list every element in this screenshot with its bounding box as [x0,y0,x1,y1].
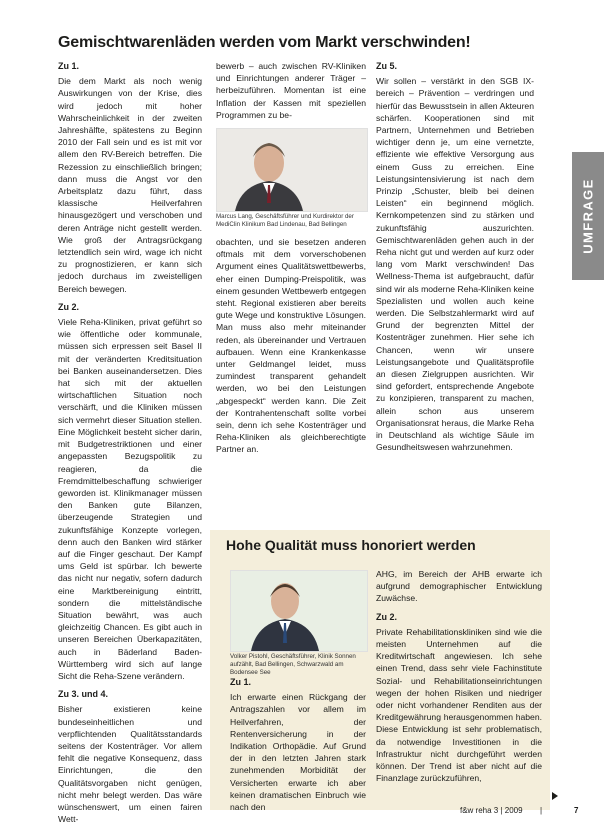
box-answer-heading-1: Zu 1. [230,677,252,687]
article-title: Gemischtwarenläden werden vom Markt verschwinden! [58,34,471,51]
portrait-photo-1 [216,128,368,212]
portrait-illustration-1 [217,129,367,211]
answer-text-3: Bisher existieren keine bundeseinheitlichen und verpflichtenden Qualitätsstandards seitens der Kostenträger. Vor allem fehlt die negative Konsequenz, dass Einrichtungen, die den Qualitätsvorgaben nicht genügen, nicht mehr belegt werden. Das wäre wünschenswert, um einen fairen Wett- [58,704,202,825]
answer-heading-1: Zu 1. [58,61,80,71]
box-answer-text-2: Private Rehabilitationskliniken sind wie die meisten Unternehmen auf die Kreditwirtschaft angewiesen. Ich sehe einen Trend, dass sehr viele Fachinstitute Sozial- und Rehabilitationseinrichtungen wegen der hohen Risiken und niedriger oder nicht vorhandener Renditen aus der Kreditgewährung herausgenommen haben. Diese Entwicklung ist sehr problematisch, da notwendige Investitionen in die Infrastruktur nicht durchgeführt werden können. Der Trend ist aber nicht auf die Finanzlage zurückzuführen, [376,626,542,784]
portrait-illustration-2 [231,571,367,651]
answer-heading-5: Zu 5. [376,61,398,71]
column-3 [376,60,534,524]
photo-caption-2: Volker Pistohl, Geschäftsführer, Klinik Sonnen aufzählt, Bad Bellingen, Schwarzwald am Bodensee See [230,653,356,676]
column-1 [58,60,202,825]
box-right-column [376,568,542,804]
answer-text-5: Wir sollen – verstärkt in den SGB IX-bereich – Prävention – verdringen und hierfür das Bewusstsein in allen Akteuren schärfen. Kooperationen sind mit Partnern, Unternehmen und Betrieben wichtiger denn je, um eine vernetzte, effiziente wie effektive Versorgung aus einem Guss zu erreichen. Eine Leistungsintensivierung ist nach dem Prinzip „Schuster, bleib bei deinen Leisten“ ein beginnend möglich. Kernkompetenzen sind zu stärken und zukunftsfähig auszurichten. Gemischtwarenläden gehen auch in der Reha nicht gut und werden auf kurz oder lang vom Markt verschwinden! Das Wellness-Thema ist aufgebraucht, dafür sind wir als moderne Reha-Kliniken keine Spezialisten und wollen auch keine werden. Die Selbstzahlermarkt wird auf Grund der begrenzten Mittel der Kostenträger zunehmen. Hier sehe ich Chancen, wenn wir unsere Leistungsangebote und Qualitätsprofile an diesen Zielgruppen ausrichten. Wir sind gefordert, entsprechende Angebote zu konzipieren, transparent zu machen, allein schon aus unserem Organisationsrat heraus, die Marke Reha in Deutschland als wichtige Säule im Gesundheitswesen wahrzunehmen. [376,76,534,453]
box-right-text-1: AHG, im Bereich der AHB erwarte ich aufgrund demographischer Entwicklung Zuwächse. [376,569,542,604]
box-answer-text-1: Ich erwarte einen Rückgang der Antragszahlen vor allem im Heilverfahren, der Rentenversicherung in der Indikation Orthopädie. Auf Grund der in den letzten Jahren stark zunehmenden Morbidität der Versicherten erwarte ich aber keinen dramatischen Einbruch wie nach den [230,692,366,813]
section-tab-label: UMFRAGE [580,178,596,254]
answer-text-1: Die dem Markt als noch wenig Auswirkungen von der Krise, dies wird jedoch mit hoher Wahrscheinlichkeit in der zweiten Jahreshälfte, spätestens zu Beginn 2010 der Fall sein und es ist mit vor allem den RV-Bereich betreffen. Die Rezession zu einschließlich bringen; dann muss die Angst vor den Arbeitsplatz dazu führt, dass klassische Heilverfahren hinausgezögert und verschoben und deren Anträge nicht gestellt werden. Wie groß der Antragsrückgang letztendlich sein wird, wage ich nicht zu prognostizieren, er kann sich jedoch durchaus im zweistelligen Bereich bewegen. [58,76,202,294]
answer-heading-2: Zu 2. [58,301,80,312]
footer-issue: f&w reha 3 | 2009 [460,806,523,815]
footer-separator: | [540,806,543,815]
column-2-top [216,60,366,122]
column-2-bottom [216,236,366,524]
box-answer-heading-2: Zu 2. [376,611,398,622]
column-2-text-1: bewerb – auch zwischen RV-Kliniken und Einrichtungen anderer Träger – herbeizuführen. Momentan ist eine Inflation der Kassen mit speziellen Programmen zu be- [216,61,366,120]
footer-page-number: 7 [574,806,579,815]
answer-heading-3: Zu 3. und 4. [58,689,109,700]
box-left-column [230,676,366,813]
portrait-photo-2 [230,570,368,652]
column-2-text-2: obachten, und sie besetzen anderen oftmals mit dem vorverschobenen Argument eines Qualitätswettbewerbs, eher einen Dumping-Preispolitik, was einem gesunden Wettbewerb entgegen steht. Regional existieren aber bereits gute Wege und konstruktive Lösungen. Man muss also mehr miteinander reden, als übereinander und Vertrauen aufbauen. Wenn eine Krankenkasse unter Geldmangel leidet, muss zumindest transparent gehandelt werden, wo bei den Leistungen „abgespeckt“ werden kann. Die Zeit der Kontrahentenschaft sollte vorbei sein, denn ich sehe Kostenträger und Reha-Kliniken als gleichberechtigte Partner an. [216,237,366,455]
interview-box-title: Hohe Qualität muss honoriert werden [226,537,476,553]
continue-arrow-icon [552,792,558,800]
section-tab [572,152,604,280]
photo-caption-1: Marcus Lang, Geschäftsführer und Kurdirektor der MediClin Klinikum Bad Lindenau, Bad Bellingen [216,213,354,228]
answer-text-2: Viele Reha-Kliniken, privat geführt so wie öffentliche oder kommunale, müssen sich erpressen seit Basel II mit der veränderten Kreditsituation bei Banken auseinandersetzen. Dies hat sich mit der aktuellen wirtschaftlichen Situation noch verschärft, und die Kliniken müssen sich vermehrt dieser Situation stellen. Eine Möglichkeit besteht sicher darin, mit Budgetrestriktionen und einer angepassten Bezugspolitik zu reagieren, da die Fremdmittelbeschaffung schwieriger geworden ist. Klinikmanager müssen den Banken gute Bilanzen, überzeugende Strategien und zukunftsfähige Konzepte vorlegen, denn auch den Banken wird stärker auf die Finger geschaut. Der Kampf ums Geld ist spürbar. Ich bewerte das nicht nur negativ, sofern dadurch eine Marktbereinigung eintritt, sondern die mittelständische Situation bewährt, was auch gleichzeitig Chancen. Es gibt auch in unseren Bereichen Überkapazitäten, auch in Bäderland Baden-Württemberg wird sich auf lange Sicht die Reha-Szene verändern. [58,317,202,681]
